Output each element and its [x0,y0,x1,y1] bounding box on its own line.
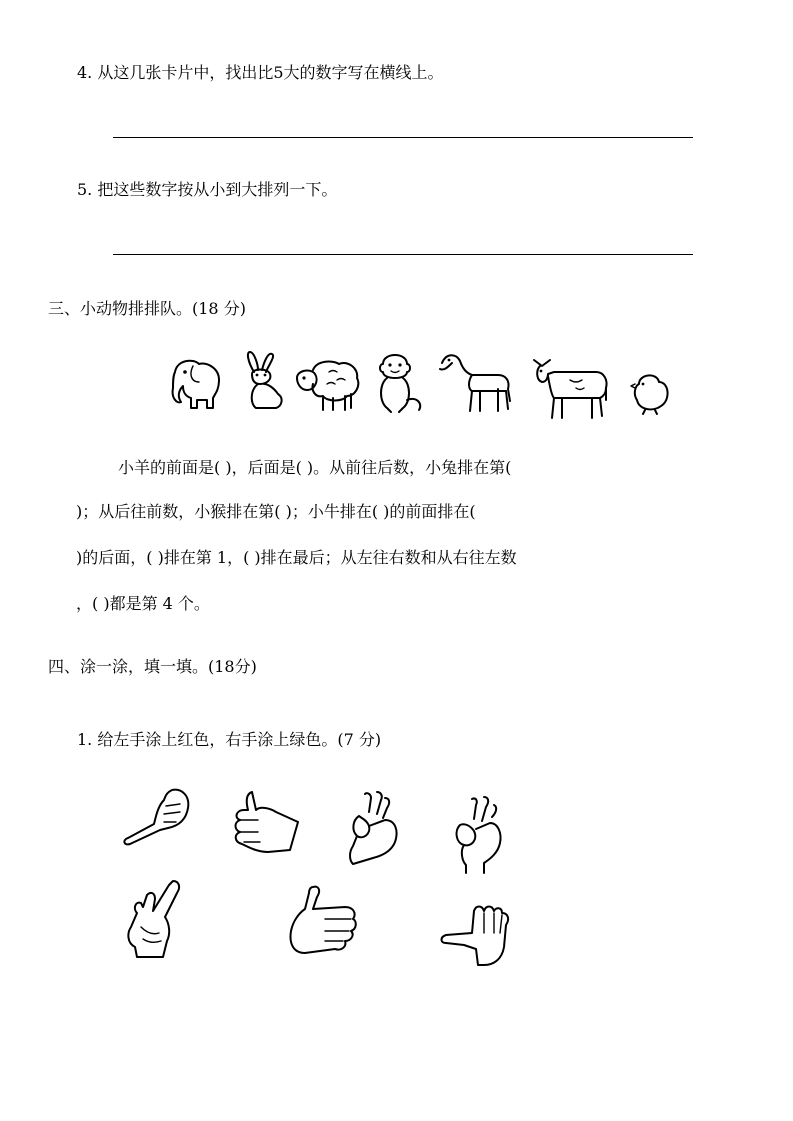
hand-ok-sign-icon[interactable] [345,790,405,870]
elephant-icon [163,352,223,412]
chick-icon [629,370,673,416]
hand-thumb-fist-icon[interactable] [285,883,361,959]
horse-icon [436,351,516,415]
answer-line-q4[interactable] [113,137,693,138]
sheep-icon [293,356,363,412]
paragraph-line-3: )的后面，( )排在第 1，( )排在最后；从左往右数和从右往左数 [76,548,517,567]
answer-line-q5[interactable] [113,254,693,255]
hand-fist-icon[interactable] [438,903,512,969]
question-5: 5. 把这些数字按从小到大排列一下。 [77,180,338,199]
section-4-question-1: 1. 给左手涂上红色，右手涂上绿色。(7 分) [77,730,382,749]
cow-icon [530,352,610,424]
rabbit-icon [238,350,288,414]
hand-ok-sign-icon-2[interactable] [450,795,506,875]
paragraph-line-2: )；从后往前数，小猴排在第( )；小牛排在( )的前面排在( [76,502,476,521]
hand-pointing-icon[interactable] [120,786,192,850]
question-4: 4. 从这几张卡片中，找出比5大的数字写在横线上。 [77,63,444,82]
monkey-icon [373,348,425,414]
hand-thumbs-up-icon[interactable] [228,788,304,858]
paragraph-line-1: 小羊的前面是( )，后面是( )。从前往后数，小兔排在第( [118,458,512,477]
section-4-title: 四、涂一涂，填一填。(18分) [48,657,257,676]
paragraph-line-4: ，( )都是第 4 个。 [76,594,210,613]
hand-open-palm-icon[interactable] [123,877,187,959]
section-3-title: 三、小动物排排队。(18 分) [48,299,246,318]
